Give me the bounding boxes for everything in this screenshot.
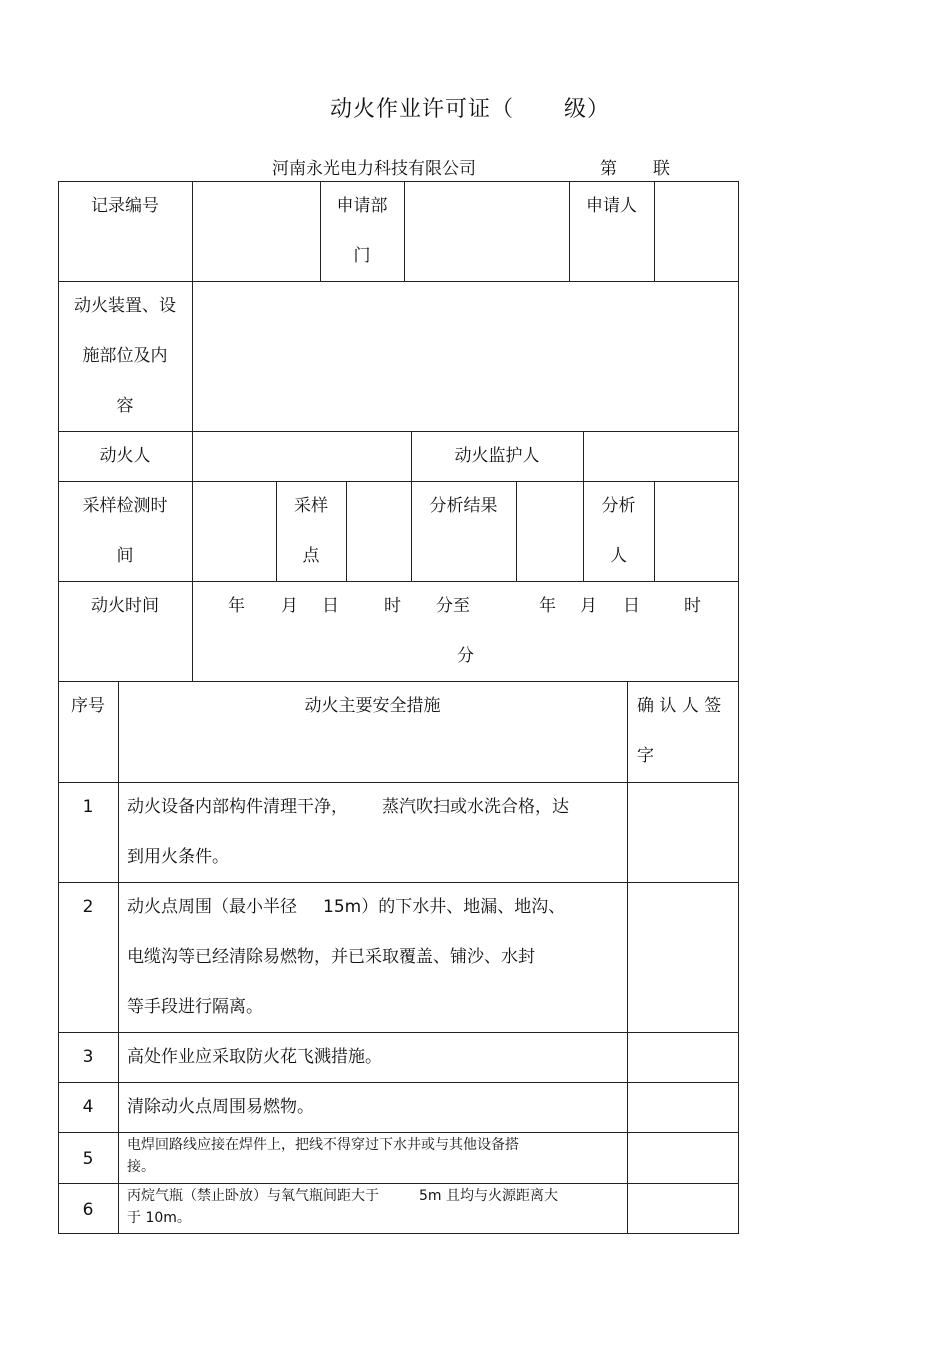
time-month-2: 月 xyxy=(580,596,597,616)
applicant-label: 申请人 xyxy=(586,196,637,216)
measure-text: 高处作业应采取防火花飞溅措施。 xyxy=(127,1047,382,1067)
time-hour-2: 时 xyxy=(684,596,701,616)
measure-number: 1 xyxy=(82,797,94,817)
time-month-1: 月 xyxy=(281,596,298,616)
measures-header: 动火主要安全措施 xyxy=(304,696,441,716)
time-hour-1: 时 xyxy=(384,596,401,616)
measure-text: 清除动火点周围易燃物。 xyxy=(127,1097,314,1117)
time-day-2: 日 xyxy=(623,596,640,616)
time-day-1: 日 xyxy=(322,596,339,616)
measure-number: 3 xyxy=(82,1047,94,1067)
record-number-label: 记录编号 xyxy=(91,196,159,216)
sampling-point-label: 采样 点 xyxy=(294,496,328,566)
measure-number: 2 xyxy=(82,897,94,917)
apply-dept-label: 申请部 门 xyxy=(336,196,388,266)
fire-worker-label: 动火人 xyxy=(99,446,151,466)
company-name: 河南永光电力科技有限公司 xyxy=(272,159,476,179)
measure-number: 5 xyxy=(82,1149,94,1169)
time-year-2: 年 xyxy=(539,596,556,616)
measure-text: 动火点周围（最小半径 15m）的下水井、地漏、地沟、 电缆沟等已经清除易燃物，并已采取覆盖、铺沙、水封 等手段进行隔离。 xyxy=(127,897,566,1017)
measure-text: 丙烷气瓶（禁止卧放）与氧气瓶间距大于 5m 且均与火源距离大 于 10m。 xyxy=(127,1188,558,1226)
analyst-label: 分析 人 xyxy=(601,496,636,566)
analysis-result-label: 分析结果 xyxy=(429,496,498,516)
measure-number: 6 xyxy=(82,1200,94,1220)
page-title: 动火作业许可证（ 级） xyxy=(330,97,611,122)
copy-number: 第 联 xyxy=(600,159,670,179)
measure-number: 4 xyxy=(82,1097,94,1117)
fire-location-label: 动火装置、设 施部位及内 容 xyxy=(74,296,176,416)
sampling-time-label: 采样检测时 间 xyxy=(82,496,168,566)
seq-header: 序号 xyxy=(71,696,105,716)
time-year-1: 年 xyxy=(228,596,245,616)
time-min-to: 分至 xyxy=(436,596,470,616)
measure-text: 电焊回路线应接在焊件上，把线不得穿过下水井或与其他设备搭 接。 xyxy=(127,1137,519,1175)
time-min-2: 分 xyxy=(457,646,474,666)
measure-text: 动火设备内部构件清理干净， 蒸汽吹扫或水洗合格，达 到用火条件。 xyxy=(127,797,569,867)
confirm-sign-header: 确 认 人 签 字 xyxy=(637,696,722,766)
fire-supervisor-label: 动火监护人 xyxy=(454,446,540,466)
fire-time-label: 动火时间 xyxy=(91,596,159,616)
